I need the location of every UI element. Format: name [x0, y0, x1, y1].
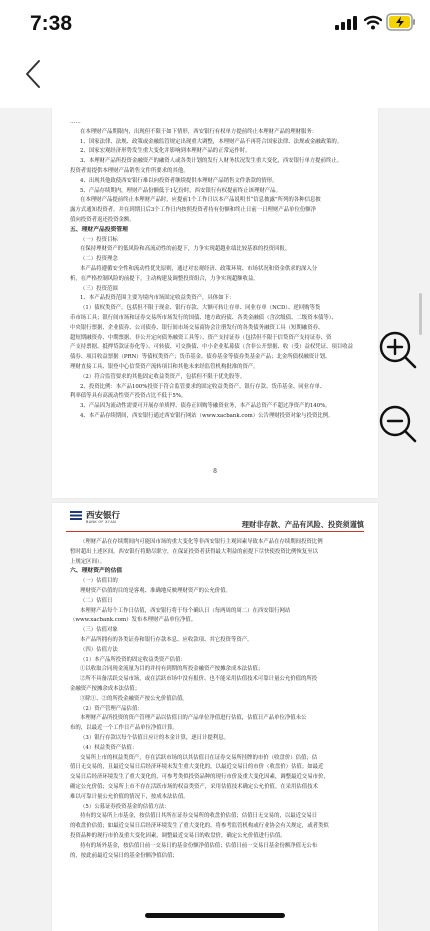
text-line: 1、本产品投资范围主要为境内市场固定收益类资产，具体如下： [80, 295, 235, 302]
navigation-bar [0, 44, 430, 108]
battery-charging-icon [386, 13, 416, 31]
text-line: （3）银行存款以每个估值日应计的本金计算，逐日计提利息。 [80, 734, 229, 741]
text-line: （2）资产管理产品估值： [80, 705, 143, 712]
text-line: （二）估值日 [80, 597, 113, 604]
page-body-text [52, 532, 378, 861]
text-line: 利率债等具有高流动性资产投资占比不低于5%。 [70, 393, 187, 400]
text-line: 2、投资比例：本产品100%投资于符合监管要求的固定收益类资产、银行存款、货币基金、同业存单、 [80, 383, 326, 390]
chevron-left-icon[interactable] [22, 58, 46, 90]
text-line: （三）估值对象 [80, 627, 118, 634]
text-line: 本产品所拥有的各类证券和银行存款本息、应收款项、其它投资等资产。 [80, 636, 253, 643]
text-line: ①以收取合同现金流量为目的并持有到期的所投金融资产按摊余成本法估值； [80, 666, 264, 673]
text-line: 理财直接工具、银登中心信贷资产流转项目和其他未来经监管机构批准的资产。 [70, 363, 259, 370]
text-line: …… [70, 119, 81, 125]
text-line: 在保持理财资产的低风险和高流动性的前提下，力争实现超越业绩比较基准的投资回报。 [80, 246, 291, 253]
text-line: 难以可靠计量公允价值的情况下，按成本法估值。 [70, 793, 189, 800]
text-line: 布的，以最近一个工作日产品单位净值计算。 [70, 725, 178, 732]
bank-logo-name: 西安银行 [86, 511, 121, 521]
text-line: 3、本理财产品所投资金融资产的融资人或各类计划的发行人财务状况发生重大变化，西安银行单方提前终止。 [80, 158, 343, 165]
text-line: 持有的交易所上市基金，按估值日其所在证券交易所的收盘价估值；估值日无交易的，以最近交易日 [80, 813, 318, 820]
zoom-in-icon[interactable] [378, 330, 418, 370]
text-line: 交易日后经济环境发生了重大变化的，可参考类似投资品种的现行市价及重大变化因素，调整最近交易市价， [70, 774, 329, 781]
text-line: （一）投资目标 [80, 236, 118, 243]
page-number: 8 [213, 468, 217, 475]
text-line: 的，按此前最近交易日的基金份额净值估值； [70, 852, 178, 859]
section-heading: 五、理财产品投资管理 [70, 226, 128, 233]
text-line: 中央银行票据、企业债券、公司债券、银行间市场交易商协会注册发行的各类债务融资工具（短期融资券、 [70, 324, 324, 331]
zoom-out-icon[interactable] [378, 404, 418, 444]
text-line: （三）投资范围 [80, 285, 118, 292]
document-page-9 [52, 503, 378, 931]
text-line: （1）本产品所投资的固定收益类资产估值： [80, 656, 186, 663]
text-line: 投资者需提供本理财产品销售文件所要求的其他。 [70, 167, 189, 174]
text-line: 2、国家宏观经济形势发生重大变化并影响到本理财产品的正常运作时。 [80, 148, 251, 155]
wifi-icon [364, 14, 382, 30]
text-line: （www.xacbank.com）发布本理财产品单位净值。 [70, 617, 197, 624]
text-line: （4）权益类资产估值： [80, 744, 138, 751]
text-line: 值日无交易的，且最近交易日后经济环境未发生重大变化的，以最近交易日的市价（收盘价）估值；如最近 [70, 764, 324, 771]
text-line: 投资品种的现行市价及重大变化因素，调整最近交易日的收盘价，确定公允价值进行估值。 [70, 832, 286, 839]
risk-slogan: 理财非存款、产品有风险、投资须谨慎 [241, 520, 364, 529]
text-line: 持有的场外基金，按估值日前一交易日的基金份额净值估值；估值日前一交易日基金份额净值无公布 [80, 842, 318, 849]
status-time: 7:38 [30, 12, 73, 35]
text-line: （四）估值方法 [80, 646, 118, 653]
document-viewer[interactable] [0, 108, 430, 931]
home-indicator[interactable] [145, 913, 285, 918]
text-line: 露方式通知投资者，并在到期日后3个工作日内按照投资者持有份额和终止日前一日理财产品单位份额净 [70, 207, 317, 214]
text-line: 超短期融资券、中期票据、非公开定向债务融资工具等）、资产支持证券（包括但不限于信贷资产支持证券、资 [70, 334, 332, 341]
text-line: 暂时超出上述区间，西安银行将勤尽职守，在保证投资者获得最大利益的前提下尽快使投资比例恢复至以 [70, 548, 318, 555]
text-line: 的收盘价估值；如最近交易日后经济环境发生了重大变化的，将参考监管机构或行业协会有关规定，或者类似 [70, 823, 329, 830]
bank-logo-name-en: BANK OF XI'AN [86, 520, 117, 524]
bank-header [66, 503, 364, 532]
text-line: ③除①、②的所投金融资产按公允价值估值。 [80, 695, 188, 702]
text-line: ②所不具备活跃交易市场，或在活跃市场中没有报价、也不能采用估值技术可靠计量公允价值的所投 [80, 676, 318, 683]
cellular-signal-icon [335, 16, 357, 30]
text-line: （2）符合监管要求的其他固定收益类资产，包括但不限于优先股等。 [80, 373, 246, 380]
text-line: 4、出现其他致使西安银行难以向投资者继续提供本理财产品销售文件条款的情形。 [80, 177, 278, 184]
text-line: （一）估值目的 [80, 578, 118, 585]
text-line: 债券、项目收益票据（PRN）等债权类资产；货币基金、债券基金等债券类基金产品；北金所债权融资计划、 [70, 354, 331, 361]
text-line: 理财资产估值的目的是客观、准确地反映理财资产的公允价值。 [80, 587, 231, 594]
text-line: 值向投资者返还投资金额。 [70, 216, 135, 223]
text-line: 产支持票据、抵押贷款证券化等）、可转债、可交换债、中小企业私募债（含非公开票据、收（受）益权凭证、项目收益 [70, 344, 354, 351]
scrollbar-thumb[interactable] [419, 293, 422, 335]
text-line: 确定公允价值；交易所上市不存在活跃市场的权益类资产，采用估值技术确定公允价值。在采用估值技术 [70, 783, 318, 790]
text-line: 本理财产品所投资的资产管理产品以估值日的产品单位净值进行估值，估值日产品单位净值未公 [80, 715, 307, 722]
text-line: 在本理财产品期限内，出现但不限于如下情形，西安银行有权单方提前终止本理财产品的理财服务： [80, 128, 318, 135]
text-line: 在本理财产品提前终止本理财产品时，应提前1个工作日以本产品说明书“信息披露”所列的各种信息披 [80, 197, 321, 204]
text-line: 3、产品因为流动性需要可开展存单质押、债券正回购等融资业务，本产品总资产不超过净资产的140%。 [80, 403, 331, 410]
text-line: （二）投资理念 [80, 256, 118, 263]
status-bar [0, 0, 430, 44]
text-line: 本产品将遵循安全性和流动性优先原则，通过对宏观经济、政策环境、市场状况和资金供求的深入分 [80, 265, 318, 272]
text-line: 1、国家法律、法规、政策或金融监管规定出现重大调整，本理财产品不再符合国家法律、法规或金融政策的。 [80, 138, 343, 145]
bank-logo-icon [70, 511, 82, 520]
text-line: 4、本产品存续期间，西安银行通过西安银行网站（www.xacbank.com）公告理财投资对象与投资比例。 [80, 412, 334, 419]
page-body-text [52, 108, 378, 422]
text-line: 上规定区间）。 [70, 558, 106, 565]
text-line: 本理财产品每个工作日估值，西安银行将于每个确认日（每两周的周二）在西安银行网站 [80, 607, 291, 614]
text-line: 5、产品存续期内，理财产品份额低于1亿份时，西安银行有权提前终止该理财产品。 [80, 187, 281, 194]
text-line: 交易所上市的权益类资产，存在活跃市场的以其估值日在证券交易所挂牌的市价（收盘价）估值；估 [80, 754, 318, 761]
document-page-8 [52, 108, 378, 498]
text-line: 币市场工具；银行间市场和证券交易所市场发行的国债、地方政府债、各类金融债（含次级债、二级资本债等）、 [70, 314, 337, 321]
text-line: （1）债权类资产，包括但不限于现金、银行存款、大额可转让存单、同业存单（NCD）、逆回购等货 [80, 305, 321, 312]
section-heading: 六、理财资产的估值 [70, 568, 123, 575]
text-line: （5）公募证券投资基金的估值方法： [80, 803, 170, 810]
text-line: 析，在严格控制风险的前提下，主动构建及调整投资组合，力争实现超额收益。 [70, 275, 259, 282]
text-line: 金融资产按摊余成本法估值； [70, 685, 141, 692]
text-line: （理财产品在存续期间内可能因市场的重大变化等非西安银行主观因素导致本产品在存续期间投资比例 [80, 539, 323, 545]
